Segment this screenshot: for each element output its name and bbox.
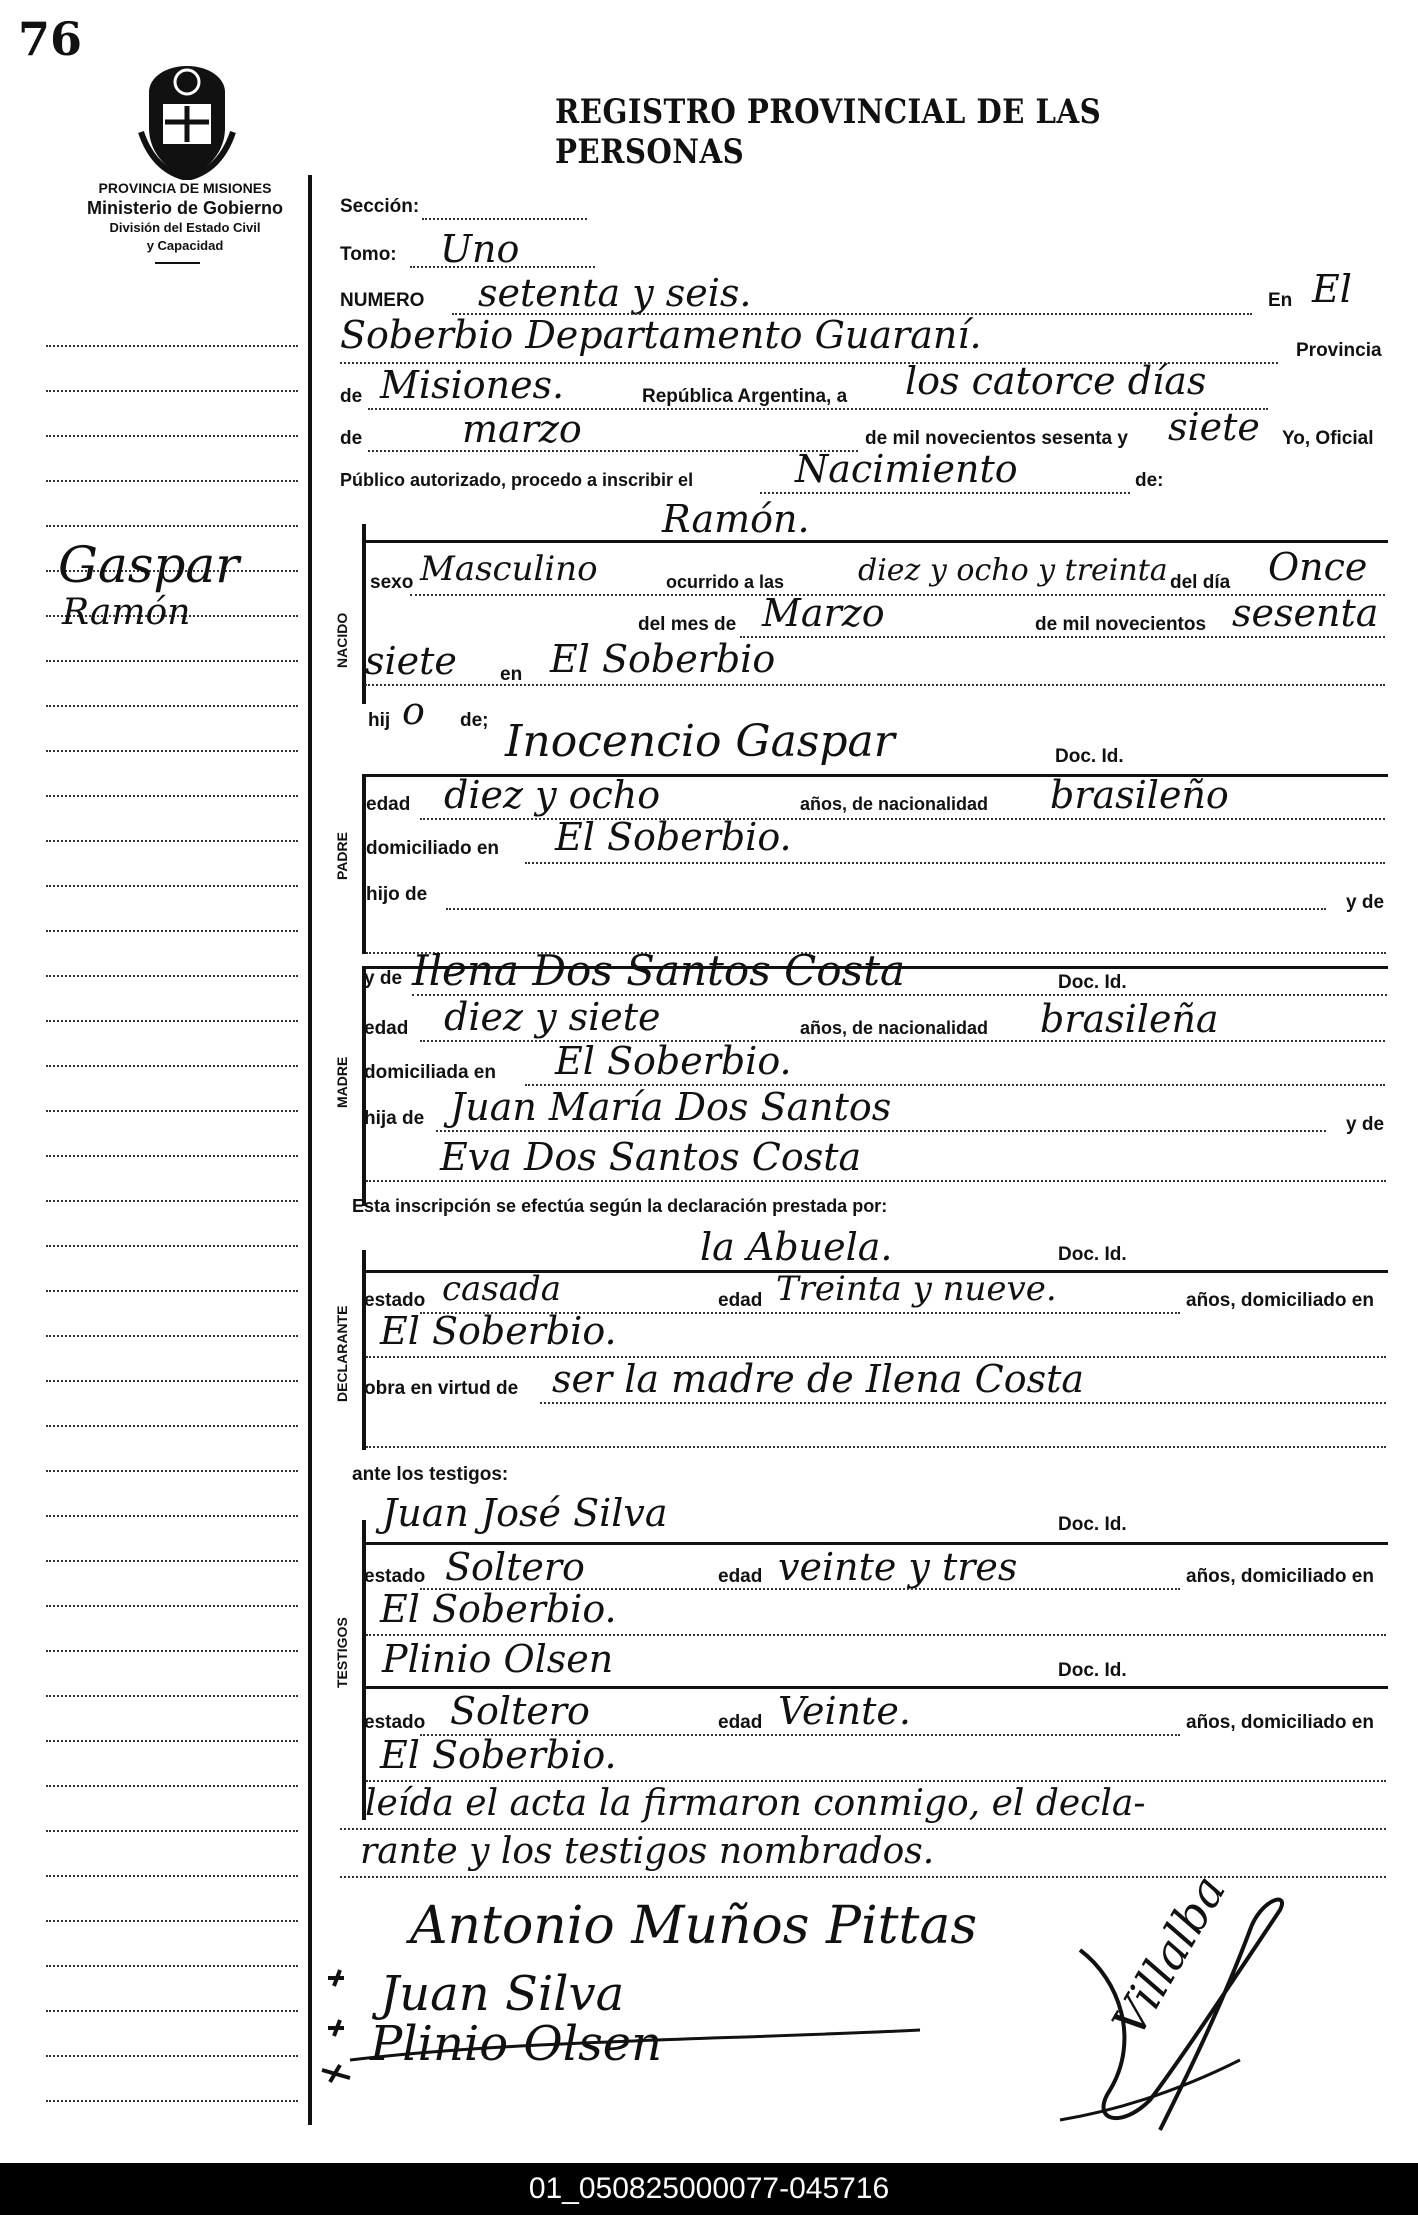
- lugar-value: Soberbio Departamento Guaraní.: [340, 313, 982, 357]
- decl-edad-value: Treinta y nueve.: [776, 1269, 1057, 1309]
- padre-y-de-label: y de: [1346, 892, 1385, 913]
- del-dia-label: del día: [1170, 572, 1231, 593]
- republica-label: República Argentina, a: [642, 386, 848, 407]
- mes-nac-line: [740, 636, 1385, 638]
- margin-dotted-line: [46, 1920, 298, 1922]
- madre-doc-label: Doc. Id.: [1058, 972, 1127, 993]
- test1-dom-value: El Soberbio.: [380, 1587, 617, 1631]
- anio-nac-value-2: siete: [365, 639, 457, 683]
- test1-nombre: Juan José Silva: [382, 1491, 668, 1535]
- margin-dotted-line: [46, 1290, 298, 1292]
- madre-section-label: MADRE: [334, 1056, 350, 1108]
- declarante-value: la Abuela.: [700, 1225, 893, 1269]
- testigos-bracket: [362, 1520, 366, 1820]
- left-margin-rule: [308, 175, 312, 2125]
- padre-nac-label: años, de nacionalidad: [800, 794, 989, 814]
- margin-dotted-line: [46, 435, 298, 437]
- margin-dotted-line: [46, 750, 298, 752]
- margin-dotted-line: [46, 1200, 298, 1202]
- decl-edad-label: edad: [718, 1290, 763, 1311]
- madre-edad-label: edad: [364, 1018, 409, 1039]
- padre-hijo-line: [446, 908, 1326, 910]
- madre-dom-label: domiciliada en: [364, 1062, 496, 1083]
- en-label: En: [1268, 290, 1293, 311]
- test1-estado-value: Soltero: [445, 1545, 585, 1589]
- lugar-nac-line: [365, 684, 1385, 686]
- margin-dotted-line: [46, 1560, 298, 1562]
- madre-madre-value: Eva Dos Santos Costa: [440, 1135, 862, 1179]
- margin-dotted-line: [46, 1650, 298, 1652]
- margin-dotted-line: [46, 840, 298, 842]
- padre-section-label: PADRE: [334, 832, 350, 880]
- test1-doc-label: Doc. Id.: [1058, 1514, 1127, 1535]
- numero-value: setenta y seis.: [478, 271, 752, 315]
- margin-dotted-line: [46, 1020, 298, 1022]
- margin-dotted-line: [46, 480, 298, 482]
- lugar-nac-value: El Soberbio: [550, 637, 776, 681]
- decl-extra-line: [366, 1446, 1386, 1448]
- anio-nac-value: sesenta: [1232, 591, 1379, 635]
- nacido-top-rule: [362, 540, 1388, 543]
- numero-label: NUMERO: [340, 290, 425, 311]
- testigos-label: ante los testigos:: [352, 1464, 509, 1485]
- padre-dom-value: El Soberbio.: [555, 815, 792, 859]
- page-title: REGISTRO PROVINCIAL DE LAS PERSONAS: [555, 92, 1102, 172]
- margin-dotted-line: [46, 345, 298, 347]
- test2-edad-label: edad: [718, 1712, 763, 1733]
- margin-dotted-line: [46, 885, 298, 887]
- decl-obra-value: ser la madre de Ilena Costa: [552, 1357, 1084, 1401]
- header-rule: [155, 262, 200, 264]
- acto-line: [760, 492, 1130, 494]
- decl-estado-label: estado: [364, 1290, 426, 1311]
- madre-y-de-label-2: y de: [1346, 1114, 1385, 1135]
- cierre-rule-2: [340, 1876, 1386, 1878]
- publico-label: Público autorizado, procedo a inscribir el: [340, 470, 694, 490]
- decl-estado-value: casada: [442, 1269, 562, 1309]
- hij-value: o: [402, 689, 425, 733]
- margin-dotted-line: [46, 2100, 298, 2102]
- tomo-label: Tomo:: [340, 244, 397, 265]
- firma-1: Antonio Muños Pittas: [410, 1896, 978, 1956]
- en-lower-label: en: [500, 664, 523, 685]
- margin-dotted-line: [46, 1740, 298, 1742]
- test2-estado-label: estado: [364, 1712, 426, 1733]
- cierre-line-1: leída el acta la firmaron conmigo, el decla-: [365, 1783, 1146, 1824]
- declarante-doc-label: Doc. Id.: [1058, 1244, 1127, 1265]
- madre-padre-value: Juan María Dos Santos: [450, 1085, 892, 1129]
- anio-value: siete: [1168, 405, 1260, 449]
- de-colon-label: de:: [1135, 470, 1164, 491]
- test2-anos-dom-label: años, domiciliado en: [1186, 1712, 1374, 1733]
- mil-novecientos-label: de mil novecientos: [1035, 614, 1207, 635]
- margin-dotted-line: [46, 1830, 298, 1832]
- tomo-line: [410, 266, 595, 268]
- madre-nac-label: años, de nacionalidad: [800, 1018, 989, 1038]
- cierre-line-2: rante y los testigos nombrados.: [360, 1831, 935, 1872]
- seccion-label: Sección:: [340, 196, 420, 217]
- sexo-value: Masculino: [420, 549, 598, 589]
- padre-nombre: Inocencio Gaspar: [505, 716, 895, 767]
- margin-dotted-line: [46, 930, 298, 932]
- de-semi-label: de;: [460, 710, 489, 731]
- inscripcion-label: Esta inscripción se efectúa según la declaración prestada por:: [352, 1196, 888, 1216]
- test2-estado-value: Soltero: [450, 1689, 590, 1733]
- madre-bracket: [362, 966, 366, 1206]
- madre-nombre: Ilena Dos Santos Costa: [412, 946, 906, 995]
- madre-y-de-label: y de: [364, 968, 403, 989]
- division-label-2: y Capacidad: [146, 238, 224, 253]
- margin-dotted-line: [46, 2055, 298, 2057]
- test2-doc-label: Doc. Id.: [1058, 1660, 1127, 1681]
- margin-dotted-line: [46, 1605, 298, 1607]
- mes-nac-value: Marzo: [762, 591, 885, 635]
- margin-dotted-line: [46, 1425, 298, 1427]
- acto-value: Nacimiento: [795, 447, 1018, 491]
- margin-dotted-line: [46, 1380, 298, 1382]
- yo-oficial-label: Yo, Oficial: [1282, 428, 1374, 449]
- margin-dotted-line: [46, 705, 298, 707]
- declarante-bracket: [362, 1250, 366, 1450]
- division-label: División del Estado Civil: [109, 220, 261, 235]
- test2-nombre: Plinio Olsen: [382, 1637, 614, 1681]
- en-value: El: [1312, 267, 1352, 311]
- margin-dotted-line: [46, 975, 298, 977]
- footer-code: 01_050825000077-045716: [0, 2163, 1418, 2215]
- dia-texto-value: los catorce días: [905, 359, 1207, 403]
- firma-3: Plinio Olsen: [370, 2016, 663, 2072]
- decl-obra-line: [540, 1402, 1386, 1404]
- padre-dom-line: [525, 862, 1385, 864]
- padre-edad-value: diez y ocho: [444, 773, 661, 817]
- sexo-label: sexo: [370, 572, 414, 593]
- decl-dom-value: El Soberbio.: [380, 1309, 617, 1353]
- madre-nac-value: brasileña: [1040, 997, 1219, 1041]
- ocurrido-label: ocurrido a las: [666, 572, 785, 592]
- mil-sesenta-label: de mil novecientos sesenta y: [865, 428, 1128, 449]
- hij-label: hij: [368, 710, 391, 731]
- page-number: 76: [18, 12, 83, 66]
- mes-value: marzo: [462, 407, 582, 451]
- margin-dotted-line: [46, 1965, 298, 1967]
- cierre-rule-1: [340, 1828, 1386, 1830]
- de-label: de: [340, 386, 363, 407]
- de-label-2: de: [340, 428, 363, 449]
- margin-dotted-line: [46, 390, 298, 392]
- decl-obra-label: obra en virtud de: [364, 1378, 519, 1399]
- margin-dotted-line: [46, 660, 298, 662]
- margin-surname: Gaspar: [58, 536, 240, 594]
- margin-dotted-line: [46, 1335, 298, 1337]
- padre-edad-label: edad: [366, 794, 411, 815]
- margin-dotted-line: [46, 2010, 298, 2012]
- ministry-label: Ministerio de Gobierno: [86, 198, 283, 218]
- margin-dotted-line: [46, 795, 298, 797]
- test1-dom-line: [366, 1634, 1386, 1636]
- dia-value: Once: [1268, 545, 1368, 589]
- margin-name: Ramón: [62, 592, 191, 633]
- madre-padre-line: [436, 1130, 1326, 1132]
- margin-dotted-line: [46, 1695, 298, 1697]
- decl-anos-dom-label: años, domiciliado en: [1186, 1290, 1374, 1311]
- test2-dom-value: El Soberbio.: [380, 1733, 617, 1777]
- province-label: PROVINCIA DE MISIONES: [98, 180, 272, 196]
- padre-nac-value: brasileño: [1050, 773, 1229, 817]
- nacido-section-label: NACIDO: [334, 612, 350, 668]
- tomo-value: Uno: [440, 227, 520, 271]
- test2-edad-value: Veinte.: [778, 1689, 911, 1733]
- margin-dotted-line: [46, 1065, 298, 1067]
- padre-hijo-label: hijo de: [366, 884, 428, 905]
- margin-dotted-line: [46, 1155, 298, 1157]
- mes-line: [368, 450, 858, 452]
- provincia-value: Misiones.: [380, 363, 565, 407]
- margin-dotted-line: [46, 1515, 298, 1517]
- firma-2: Juan Silva: [380, 1966, 625, 2022]
- firma-oficial: Villalba: [1101, 1865, 1237, 2045]
- declarante-section-label: DECLARANTE: [334, 1305, 350, 1402]
- test1-edad-label: edad: [718, 1566, 763, 1587]
- padre-dom-label: domiciliado en: [366, 838, 500, 859]
- margin-dotted-line: [46, 1470, 298, 1472]
- provincia-label: Provincia: [1296, 340, 1382, 361]
- test1-anos-dom-label: años, domiciliado en: [1186, 1566, 1374, 1587]
- margin-dotted-line: [46, 1245, 298, 1247]
- margin-dotted-line: [46, 525, 298, 527]
- madre-dom-value: El Soberbio.: [555, 1039, 792, 1083]
- coat-of-arms-icon: [135, 62, 239, 180]
- margin-dotted-line: [46, 1110, 298, 1112]
- margin-dotted-line: [46, 1875, 298, 1877]
- testigos-section-label: TESTIGOS: [334, 1617, 350, 1688]
- test2-dom-line: [366, 1780, 1386, 1782]
- test1-estado-label: estado: [364, 1566, 426, 1587]
- madre-madre-line: [366, 1180, 1386, 1182]
- test1-edad-value: veinte y tres: [778, 1545, 1018, 1589]
- nombre-value: Ramón.: [662, 497, 810, 541]
- seccion-line: [422, 218, 587, 220]
- madre-hija-label: hija de: [364, 1108, 425, 1129]
- signature-strokes-icon: [320, 1890, 1400, 2150]
- hora-value: diez y ocho y treinta: [858, 553, 1168, 588]
- padre-doc-label: Doc. Id.: [1055, 746, 1124, 767]
- del-mes-label: del mes de: [638, 614, 737, 635]
- madre-edad-value: diez y siete: [444, 995, 661, 1039]
- margin-dotted-line: [46, 1785, 298, 1787]
